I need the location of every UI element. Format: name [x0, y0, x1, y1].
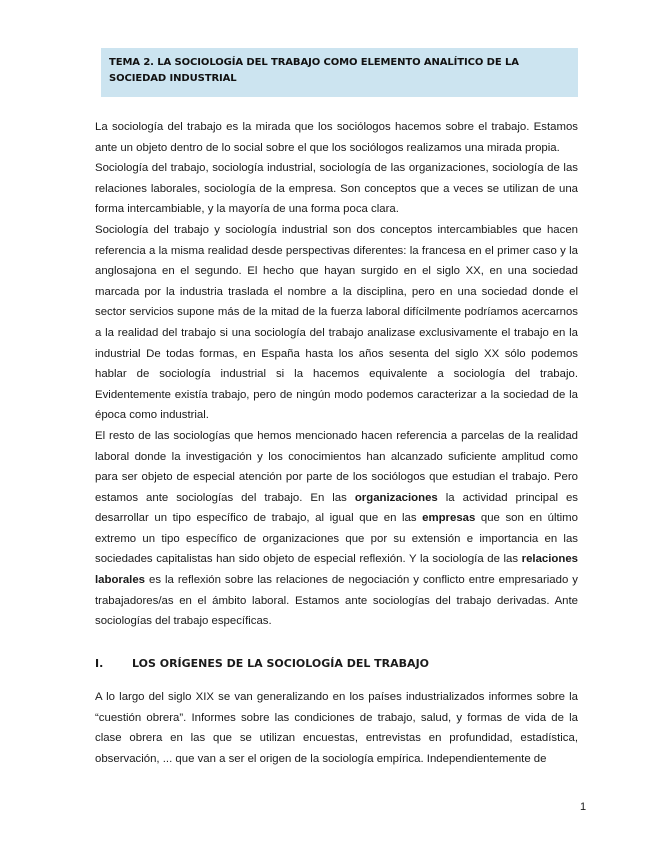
term-relaciones-laborales: relaciones laborales: [95, 553, 578, 587]
paragraph-4-text-2: la actividad principal es desarrollar un tipo específico de trabajo, al igual que en las: [95, 491, 579, 525]
term-empresas: empresas: [422, 512, 476, 525]
paragraph-3: Sociología del trabajo y sociología industrial son dos conceptos intercambiables que hacen referencia a la misma realidad desde perspectivas diferentes: la francesa en el primer caso y la anglosajona en el segundo. El hecho que hayan surgido en el siglo XX, en una sociedad marcada por la industria traslada el nombre a la disciplina, pero en una sociedad donde el sector servicios supone más de la mitad de la fuerza laboral difícilmente podríamos acercarnos a la realidad del trabajo si una sociología del trabajo analizase exclusivamente el trabajo en la industrial De todas formas, en España hasta los años sesenta del siglo XX sólo podemos hablar de sociología industrial si la hacemos equivalente a sociología del trabajo. Evidentemente existía trabajo, pero de ningún modo podemos caracterizar a la sociedad de la época como industrial.: [95, 223, 578, 422]
section-title: LOS ORÍGENES DE LA SOCIOLOGÍA DEL TRABAJO: [132, 657, 430, 670]
paragraph-4-text-1: El resto de las sociologías que hemos mencionado hacen referencia a parcelas de la realidad laboral donde la investigación y los conocimientos han alcanzado suficiente amplitud como para ser objeto de especial atención por parte de los sociólogos que estudian el trabajo. Pero estamos ante sociologías del trabajo. En las: [95, 429, 578, 504]
chapter-title: TEMA 2. LA SOCIOLOGÍA DEL TRABAJO COMO ELEMENTO ANALÍTICO DE LA SOCIEDAD INDUSTRIAL: [109, 57, 519, 84]
paragraph-4-text-4: es la reflexión sobre las relaciones de negociación y conflicto entre empresariado y trabajadores/as en el ámbito laboral. Estamos ante sociologías del trabajo derivadas. Ante sociologías del trabajo específicas.: [95, 574, 578, 628]
page-number: 1: [580, 801, 587, 813]
paragraph-2: Sociología del trabajo, sociología industrial, sociología de las organizaciones, sociología de las relaciones laborales, sociología de la empresa. Son conceptos que a veces se utilizan de una forma intercambiable, y la mayoría de una forma poca clara.: [95, 162, 578, 216]
paragraph-4-text-3: que son en último extremo un tipo específico de organizaciones que por su extensión e importancia en las sociedades capitalistas han sido objeto de especial reflexión. Y la sociología de las: [95, 512, 578, 566]
paragraph-4: [95, 426, 578, 632]
term-organizaciones: organizaciones: [354, 491, 438, 504]
section-heading: [95, 656, 578, 674]
section-paragraph: A lo largo del siglo XIX se van generalizando en los países industrializados informes sobre la “cuestión obrera”. Informes sobre las condiciones de trabajo, salud, y formas de vida de la clase obrera en las que se utilizan encuestas, entrevistas en profundidad, estadística, observación, ... que van a ser el origen de la sociología empírica. Independientemente de: [95, 691, 578, 765]
section-body: [95, 687, 578, 769]
section-number: I.: [95, 657, 104, 670]
chapter-title-box: [101, 48, 578, 97]
paragraph-1: La sociología del trabajo es la mirada que los sociólogos hacemos sobre el trabajo. Estamos ante un objeto dentro de lo social sobre el que los sociólogos realizamos una mirada propia.: [95, 121, 578, 154]
body-text: [95, 117, 578, 632]
